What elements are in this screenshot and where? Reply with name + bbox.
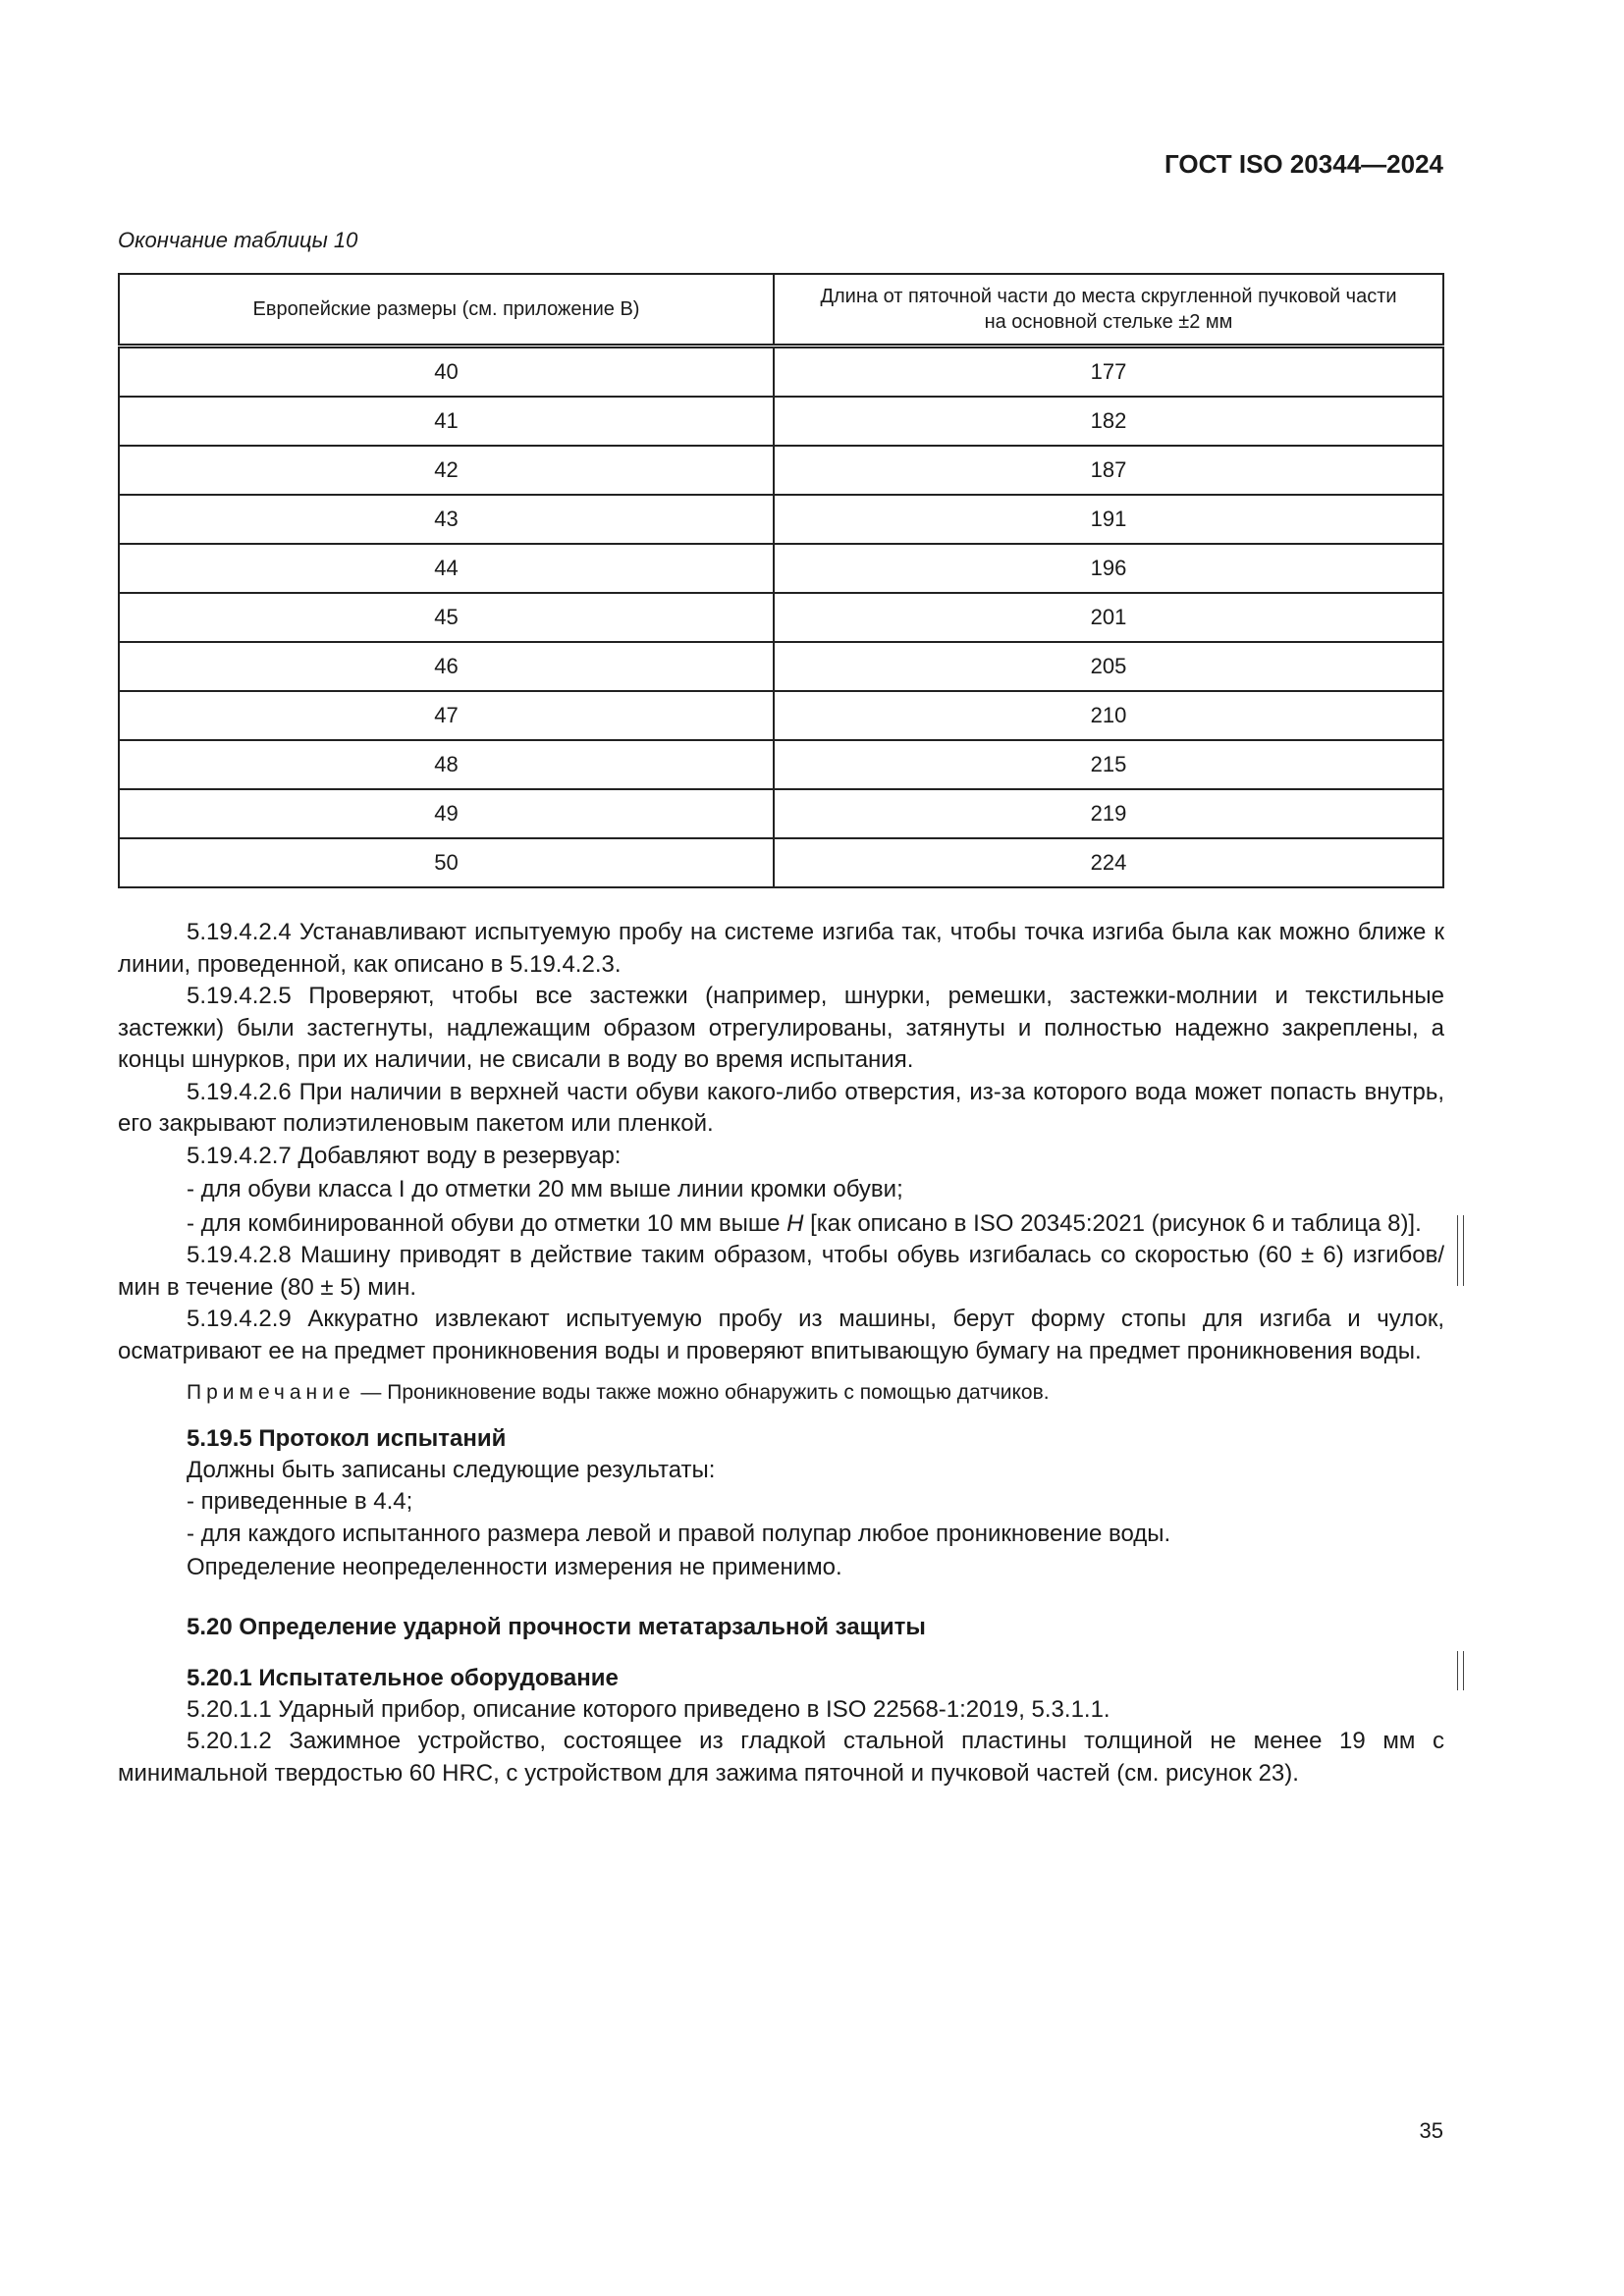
list-item: - приведенные в 4.4; bbox=[187, 1488, 413, 1515]
paragraph: Определение неопределенности измерения не применимо. bbox=[187, 1554, 842, 1580]
length-cell: 177 bbox=[774, 347, 1443, 398]
variable: H bbox=[786, 1209, 804, 1237]
paragraph: 5.20.1.1 Ударный прибор, описание которого приведено в ISO 22568-1:2019, 5.3.1.1. bbox=[187, 1695, 1110, 1723]
list-item: - для обуви класса I до отметки 20 мм выше линии кромки обуви; bbox=[187, 1176, 903, 1202]
table-row bbox=[119, 347, 1443, 398]
paragraph: Должны быть записаны следующие результаты: bbox=[187, 1456, 716, 1483]
length-cell: 224 bbox=[774, 838, 1443, 887]
size-cell: 43 bbox=[119, 495, 774, 544]
table-row bbox=[119, 495, 1443, 544]
section-heading: 5.20 Определение ударной прочности метатарзальной защиты bbox=[187, 1613, 926, 1640]
table-row bbox=[119, 446, 1443, 495]
note-label: Примечание bbox=[187, 1381, 355, 1404]
change-bar bbox=[1457, 1215, 1464, 1286]
table-caption: Окончание таблицы 10 bbox=[118, 228, 358, 252]
table-row bbox=[119, 740, 1443, 789]
paragraph: 5.19.4.2.6 При наличии в верхней части обуви какого-либо отверстия, из-за которого вода может попасть внутрь, его закрывают полиэтиленовым пакетом или пленкой. bbox=[118, 1078, 1444, 1137]
size-cell: 47 bbox=[119, 691, 774, 740]
list-item bbox=[118, 1208, 1444, 1241]
size-cell: 48 bbox=[119, 740, 774, 789]
length-cell: 201 bbox=[774, 593, 1443, 642]
length-cell: 205 bbox=[774, 642, 1443, 691]
column-header: Европейские размеры (см. приложение В) bbox=[119, 274, 774, 347]
section-heading: 5.19.5 Протокол испытаний bbox=[187, 1424, 507, 1452]
table-row bbox=[119, 789, 1443, 838]
paragraph: 5.19.4.2.9 Аккуратно извлекают испытуемую пробу из машины, берут форму стопы для изгиба и чулок, осматривают ее на предмет проникновения воды и проверяют впитывающую бумагу на предмет проникновения воды. bbox=[118, 1306, 1444, 1364]
page-number: 35 bbox=[1419, 2118, 1443, 2143]
size-cell: 44 bbox=[119, 544, 774, 593]
table-row bbox=[119, 838, 1443, 887]
table-row bbox=[119, 544, 1443, 593]
section-heading: 5.20.1 Испытательное оборудование bbox=[187, 1664, 619, 1691]
length-cell: 191 bbox=[774, 495, 1443, 544]
size-cell: 49 bbox=[119, 789, 774, 838]
length-cell: 219 bbox=[774, 789, 1443, 838]
note-text: — Проникновение воды также можно обнаружить с помощью датчиков. bbox=[354, 1381, 1050, 1404]
size-cell: 50 bbox=[119, 838, 774, 887]
text: - для комбинированной обуви до отметки 10 мм выше bbox=[187, 1209, 787, 1237]
paragraph: 5.20.1.2 Зажимное устройство, состоящее из гладкой стальной пластины толщиной не менее 19 мм с минимальной твердостью 60 HRC, с устройством для зажима пяточной и пучковой частей (см. рисунок 23). bbox=[118, 1728, 1444, 1787]
list-item: - для каждого испытанного размера левой и правой полупар любое проникновение воды. bbox=[187, 1520, 1171, 1547]
table-row bbox=[119, 642, 1443, 691]
table-row bbox=[119, 593, 1443, 642]
size-cell: 46 bbox=[119, 642, 774, 691]
length-cell: 196 bbox=[774, 544, 1443, 593]
column-header: Длина от пяточной части до места скругленной пучковой части на основной стельке ±2 мм bbox=[774, 274, 1443, 347]
paragraph: 5.19.4.2.7 Добавляют воду в резервуар: bbox=[187, 1142, 622, 1169]
size-cell: 41 bbox=[119, 397, 774, 446]
document-body bbox=[118, 917, 1444, 1789]
length-cell: 215 bbox=[774, 740, 1443, 789]
size-cell: 42 bbox=[119, 446, 774, 495]
table-row bbox=[119, 691, 1443, 740]
text: [как описано в ISO 20345:2021 (рисунок 6 и таблица 8)]. bbox=[803, 1209, 1422, 1237]
length-cell: 187 bbox=[774, 446, 1443, 495]
table-row bbox=[119, 397, 1443, 446]
paragraph: 5.19.4.2.8 Машину приводят в действие таким образом, чтобы обувь изгибалась со скоростью (60 ± 6) изгибов/мин в течение (80 ± 5) мин. bbox=[118, 1242, 1444, 1301]
length-cell: 182 bbox=[774, 397, 1443, 446]
note bbox=[118, 1377, 1444, 1410]
length-cell: 210 bbox=[774, 691, 1443, 740]
paragraph: 5.19.4.2.4 Устанавливают испытуемую пробу на системе изгиба так, чтобы точка изгиба была как можно ближе к линии, проведенной, как описано в 5.19.4.2.3. bbox=[118, 919, 1444, 978]
sizes-table bbox=[118, 273, 1444, 888]
change-bar bbox=[1457, 1651, 1464, 1690]
size-cell: 45 bbox=[119, 593, 774, 642]
document-header: ГОСТ ISO 20344—2024 bbox=[1164, 149, 1443, 179]
size-cell: 40 bbox=[119, 347, 774, 398]
paragraph: 5.19.4.2.5 Проверяют, чтобы все застежки (например, шнурки, ремешки, застежки-молнии и текстильные застежки) были застегнуты, надлежащим образом отрегулированы, затянуты и полностью надежно закреплены, а концы шнурков, при их наличии, не свисали в воду во время испытания. bbox=[118, 983, 1444, 1073]
